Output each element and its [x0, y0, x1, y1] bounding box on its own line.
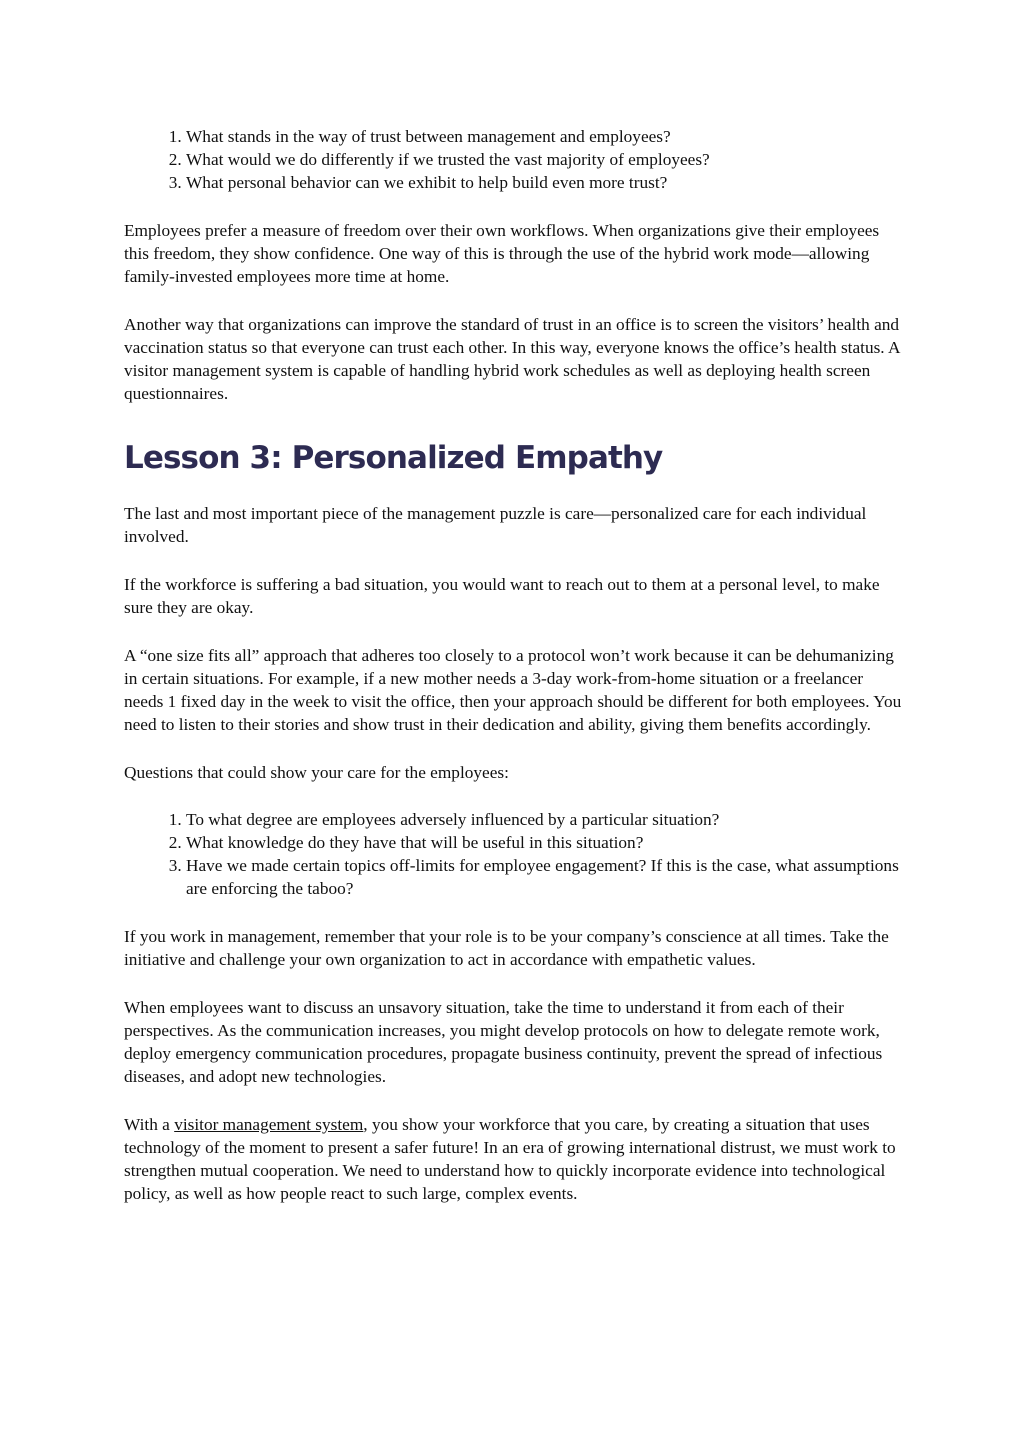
visitor-management-system-link[interactable]: visitor management system [174, 1115, 364, 1134]
care-questions-list [124, 808, 904, 900]
article-body [124, 125, 904, 1205]
paragraph-text-after: , you show your workforce that you care, by creating a situation that uses technology of the moment to present a safer future! In an era of growing international distrust, we must work to strengthen mutual cooperation. We need to understand how to quickly incorporate evidence into technological policy, as well as how people react to such large, complex events. [124, 1115, 896, 1203]
paragraph-perspectives: When employees want to discuss an unsavory situation, take the time to understand it from each of their perspectives. As the communication increases, you might develop protocols on how to delegate remote work, deploy emergency communication procedures, propagate business continuity, prevent the spread of infectious diseases, and adopt new technologies. [124, 998, 883, 1086]
section-heading: Lesson 3: Personalized Empathy [124, 440, 663, 476]
paragraph-conscience: If you work in management, remember that your role is to be your company’s conscience at all times. Take the initiative and challenge your own organization to act in accordance with empathetic values. [124, 927, 889, 969]
list-item: 3. Have we made certain topics off-limits for employee engagement? If this is the case, what assumptions are enforcing the taboo? [186, 854, 904, 900]
trust-questions-list [124, 125, 904, 194]
paragraph-care: The last and most important piece of the management puzzle is care—personalized care for each individual involved. [124, 504, 867, 546]
paragraph-visitor-system [124, 1113, 904, 1205]
list-item: 1. What stands in the way of trust between management and employees? [186, 125, 904, 148]
list-item: 1. To what degree are employees adversely influenced by a particular situation? [186, 808, 904, 831]
paragraph-freedom: Employees prefer a measure of freedom over their own workflows. When organizations give their employees this freedom, they show confidence. One way of this is through the use of the hybrid work mode—allowing family-invested employees more time at home. [124, 221, 880, 286]
paragraph-text-before: With a [124, 1115, 175, 1134]
paragraph-reach-out: If the workforce is suffering a bad situation, you would want to reach out to them at a personal level, to make sure they are okay. [124, 575, 880, 617]
list-item: 3. What personal behavior can we exhibit to help build even more trust? [186, 171, 904, 194]
list-item: 2. What knowledge do they have that will be useful in this situation? [186, 831, 904, 854]
paragraph-one-size: A “one size fits all” approach that adheres too closely to a protocol won’t work because it can be dehumanizing in certain situations. For example, if a new mother needs a 3-day work-from-home situation or a freelancer needs 1 fixed day in the week to visit the office, then your approach should be different for both employees. You need to listen to their stories and show trust in their dedication and ability, giving them benefits accordingly. [124, 646, 902, 734]
paragraph-trust-screening: Another way that organizations can improve the standard of trust in an office is to screen the visitors’ health and vaccination status so that everyone can trust each other. In this way, everyone knows the office’s health status. A visitor management system is capable of handling hybrid work schedules as well as deploying health screen questionnaires. [124, 315, 900, 403]
paragraph-questions-intro: Questions that could show your care for the employees: [124, 763, 509, 782]
list-item: 2. What would we do differently if we trusted the vast majority of employees? [186, 148, 904, 171]
